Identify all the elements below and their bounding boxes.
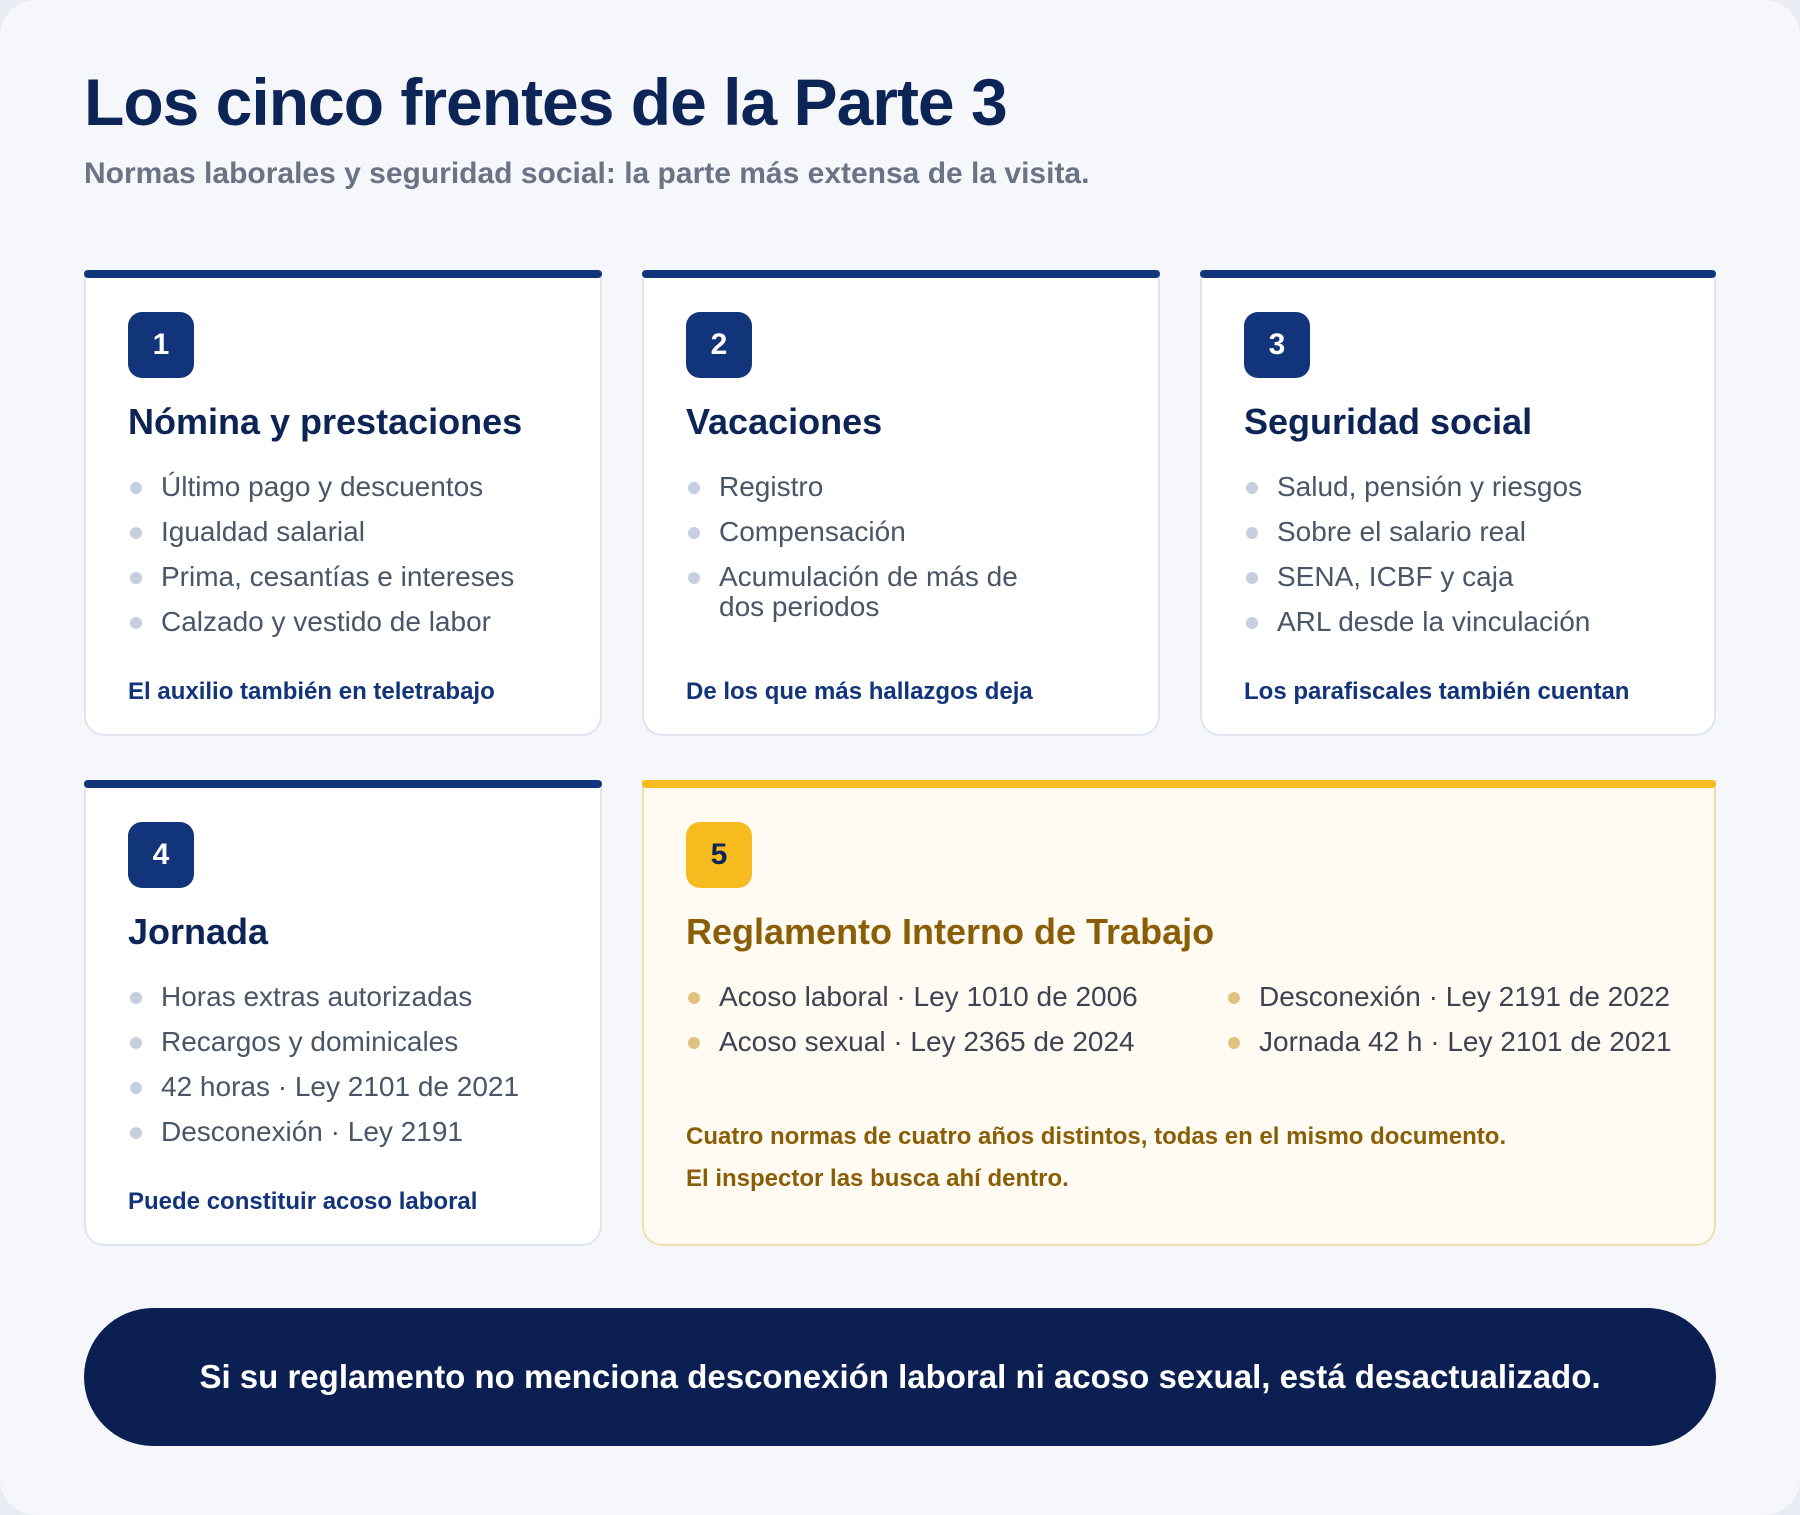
card-title: Nómina y prestaciones [128, 401, 523, 442]
bullet-icon [688, 527, 700, 539]
list-item [128, 472, 558, 502]
list-item-text: Prima, cesantías e intereses [161, 561, 515, 592]
card-note-line: El inspector las busca ahí dentro. [686, 1165, 1069, 1192]
bullet-icon [1246, 572, 1258, 584]
list-item-text: Acumulación de más de dos periodos [719, 561, 1018, 622]
list-item [686, 982, 1226, 1012]
card-nomina [84, 270, 602, 736]
card-reglamento [642, 780, 1716, 1246]
card-note [686, 1116, 1672, 1200]
card-footer-note: De los que más hallazgos deja [686, 678, 1033, 705]
card-footer-note: Los parafiscales también cuentan [1244, 678, 1630, 705]
list-item-text: Sobre el salario real [1277, 516, 1527, 547]
bullet-icon [688, 992, 700, 1004]
bullet-icon [130, 572, 142, 584]
bullet-icon [1246, 617, 1258, 629]
list-item-text: ARL desde la vinculación [1277, 606, 1591, 637]
bullet-icon [688, 482, 700, 494]
list-item [128, 1117, 558, 1147]
list-item [686, 1027, 1226, 1057]
list-item [128, 982, 558, 1012]
card-footer-note: El auxilio también en teletrabajo [128, 678, 495, 705]
list-item-text: Igualdad salarial [161, 516, 365, 547]
number-badge: 5 [686, 822, 752, 888]
list-item-text: Calzado y vestido de labor [161, 606, 491, 637]
bullet-icon [130, 1127, 142, 1139]
law-columns [686, 982, 1672, 1072]
number-badge: 2 [686, 312, 752, 378]
list-item-text: Compensación [719, 516, 906, 547]
list-item [686, 517, 1116, 547]
card-title: Seguridad social [1244, 401, 1533, 442]
list-item [128, 1027, 558, 1057]
page-title: Los cinco frentes de la Parte 3 [84, 65, 1007, 139]
list-item [1244, 607, 1672, 637]
number-badge: 3 [1244, 312, 1310, 378]
list-item-text: Último pago y descuentos [161, 471, 484, 502]
bullet-icon [130, 1082, 142, 1094]
warning-banner [84, 1308, 1716, 1446]
card-note-line: Cuatro normas de cuatro años distintos, todas en el mismo documento. [686, 1123, 1507, 1150]
list-item-text: Desconexión · Ley 2191 de 2022 [1259, 981, 1670, 1012]
bullet-icon [1228, 992, 1240, 1004]
item-list [128, 982, 558, 1147]
bullet-icon [688, 572, 700, 584]
card-vacaciones [642, 270, 1160, 736]
bullet-icon [130, 1037, 142, 1049]
card-title: Vacaciones [686, 401, 883, 442]
list-item [686, 562, 1049, 622]
card-seguridad-social [1200, 270, 1716, 736]
banner-text: Si su reglamento no menciona desconexión laboral ni acoso sexual, está desactualizado. [199, 1358, 1601, 1395]
list-item-text: Horas extras autorizadas [161, 981, 473, 1012]
list-item [128, 607, 558, 637]
list-item-text: Salud, pensión y riesgos [1277, 471, 1583, 502]
list-item [128, 1072, 558, 1102]
list-item [1244, 517, 1672, 547]
bullet-icon [1246, 482, 1258, 494]
list-item [1226, 1027, 1672, 1057]
list-item-text: Registro [719, 471, 824, 502]
number-badge: 4 [128, 822, 194, 888]
card-title: Reglamento Interno de Trabajo [686, 911, 1215, 952]
item-list [686, 472, 1116, 622]
list-item-text: SENA, ICBF y caja [1277, 561, 1514, 592]
list-item [1244, 562, 1672, 592]
list-item [1244, 472, 1672, 502]
list-item-text: Jornada 42 h · Ley 2101 de 2021 [1259, 1026, 1672, 1057]
number-badge: 1 [128, 312, 194, 378]
list-item-text: Acoso sexual · Ley 2365 de 2024 [719, 1026, 1135, 1057]
bullet-icon [130, 527, 142, 539]
list-item [1226, 982, 1672, 1012]
item-list [686, 982, 1226, 1072]
item-list [1226, 982, 1672, 1072]
card-jornada [84, 780, 602, 1246]
bullet-icon [130, 482, 142, 494]
bullet-icon [130, 992, 142, 1004]
card-footer-note: Puede constituir acoso laboral [128, 1188, 478, 1215]
list-item-text: 42 horas · Ley 2101 de 2021 [161, 1071, 520, 1102]
list-item [686, 472, 1116, 502]
item-list [1244, 472, 1672, 637]
bullet-icon [130, 617, 142, 629]
list-item [128, 562, 558, 592]
list-item-text: Recargos y dominicales [161, 1026, 459, 1057]
item-list [128, 472, 558, 637]
bullet-icon [688, 1037, 700, 1049]
page-subtitle: Normas laborales y seguridad social: la parte más extensa de la visita. [84, 157, 1090, 190]
bullet-icon [1246, 527, 1258, 539]
bullet-icon [1228, 1037, 1240, 1049]
list-item-text: Desconexión · Ley 2191 [161, 1116, 463, 1147]
list-item [128, 517, 558, 547]
card-title: Jornada [128, 911, 269, 952]
list-item-text: Acoso laboral · Ley 1010 de 2006 [719, 981, 1138, 1012]
